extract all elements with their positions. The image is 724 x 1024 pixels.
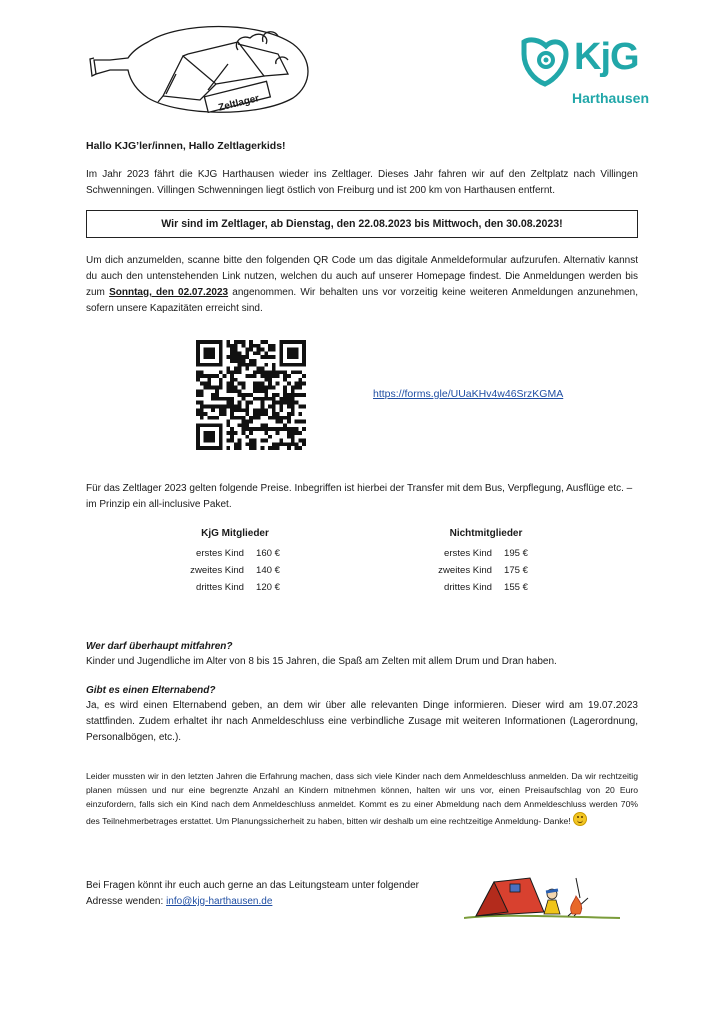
signup-deadline: Sonntag, den 02.07.2023 xyxy=(109,287,229,298)
logo-name: KjG xyxy=(574,36,639,78)
price-row xyxy=(180,562,280,579)
price-label: erstes Kind xyxy=(196,548,244,559)
kjg-logo xyxy=(520,34,660,110)
non-members-price-table xyxy=(426,528,546,596)
price-row xyxy=(180,579,280,596)
date-banner: Wir sind im Zeltlager, ab Dienstag, den 22.08.2023 bis Mittwoch, den 30.08.2023! xyxy=(86,210,638,238)
signup-paragraph xyxy=(86,253,638,317)
price-row xyxy=(426,545,528,562)
signup-text-before: Um dich anzumelden, scanne bitte den folgenden QR Code um das digitale Anmeldeformular aufzurufen. Alternativ kannst du auch den untenstehenden Link nutzen, welchen du auch auf unserer Homepage findest. Die Anmeldungen werden bis zum xyxy=(86,255,638,298)
price-label: zweites Kind xyxy=(190,565,244,576)
tent-campfire-illustration xyxy=(464,868,620,924)
price-value: 175 € xyxy=(504,565,529,576)
smiley-icon xyxy=(573,812,587,826)
price-label: zweites Kind xyxy=(438,565,492,576)
contact-email-link[interactable]: info@kjg-harthausen.de xyxy=(166,896,273,907)
members-price-table xyxy=(180,528,290,596)
faq-answer: Kinder und Jugendliche im Alter von 8 bis 15 Jahren, die Spaß am Zelten mit allem Drum und Dran haben. xyxy=(86,656,557,667)
price-label: drittes Kind xyxy=(196,582,244,593)
price-value: 195 € xyxy=(504,548,529,559)
price-value: 120 € xyxy=(256,582,281,593)
non-members-price-title: Nichtmitglieder xyxy=(449,528,523,539)
price-row xyxy=(426,562,528,579)
bottle-label: Zeltlager xyxy=(217,93,261,114)
signup-form-link[interactable]: https://forms.gle/UUaKHv4w46SrzKGMA xyxy=(373,388,564,400)
price-row xyxy=(180,545,280,562)
signup-qr-code[interactable] xyxy=(196,340,306,450)
signup-text-after: angenommen. Wir behalten uns vor vorzeitig keine weiteren Anmeldungen anzunehmen, sofern unsere Kapazitäten erreicht sind. xyxy=(86,287,638,314)
late-registration-notice xyxy=(86,769,638,828)
intro-paragraph: Im Jahr 2023 fährt die KJG Harthausen wieder ins Zeltlager. Dieses Jahr fahren wir auf den Zeltplatz nach Villingen Schwenningen. Villingen Schwenningen liegt östlich von Freiburg und ist 200 km von Harthausen entfernt. xyxy=(86,169,638,196)
faq-question: Wer darf überhaupt mitfahren? xyxy=(86,641,233,652)
price-label: erstes Kind xyxy=(444,548,492,559)
price-value: 140 € xyxy=(256,565,281,576)
price-row xyxy=(426,579,528,596)
price-value: 155 € xyxy=(504,582,529,593)
faq-answer: Ja, es wird einen Elternabend geben, an dem wir über alle relevanten Dinge informieren. Dieser wird am 19.07.2023 stattfinden. Zudem erhaltet ihr nach Anmeldeschluss eine verbindliche Zusage mit weiteren Informationen (Lagerordnung, Personalbögen, etc.). xyxy=(86,700,638,743)
greeting-heading: Hallo KJG’ler/innen, Hallo Zeltlagerkids! xyxy=(86,140,286,152)
logo-mark-icon xyxy=(520,36,570,88)
bottle-illustration xyxy=(88,14,316,118)
late-notice-text: Leider mussten wir in den letzten Jahren die Erfahrung machen, dass sich viele Kinder nach dem Anmeldeschluss anmelden. Da wir rechtzeitig planen müssen und nur eine begrenzte Anzahl an Kindern mitnehmen können, halten wir uns vor, einen Preisaufschlag von 20 Euro einzufordern, falls sich ein Kind nach dem Anmeldeschluss anmeldet. Kommt es zu einer Abmeldung nach dem Anmeldeschluss werden 70% des Teilnehmerbetrages erstattet. Um Planungssicherheit zu haben, bitten wir deshalb um eine rechtzeitige Anmeldung- Danke! xyxy=(86,771,638,826)
contact-paragraph xyxy=(86,878,456,910)
logo-place: Harthausen xyxy=(572,90,650,106)
prices-intro-paragraph: Für das Zeltlager 2023 gelten folgende Preise. Inbegriffen ist hierbei der Transfer mit dem Bus, Verpflegung, Ausflüge etc. – im Prinzip ein all-inclusive Paket. xyxy=(86,483,633,510)
contact-text: Bei Fragen könnt ihr euch auch gerne an das Leitungsteam unter folgender Adresse wenden: xyxy=(86,880,419,907)
faq-question: Gibt es einen Elternabend? xyxy=(86,685,216,696)
price-label: drittes Kind xyxy=(444,582,492,593)
members-price-title: KjG Mitglieder xyxy=(201,528,269,539)
price-value: 160 € xyxy=(256,548,281,559)
